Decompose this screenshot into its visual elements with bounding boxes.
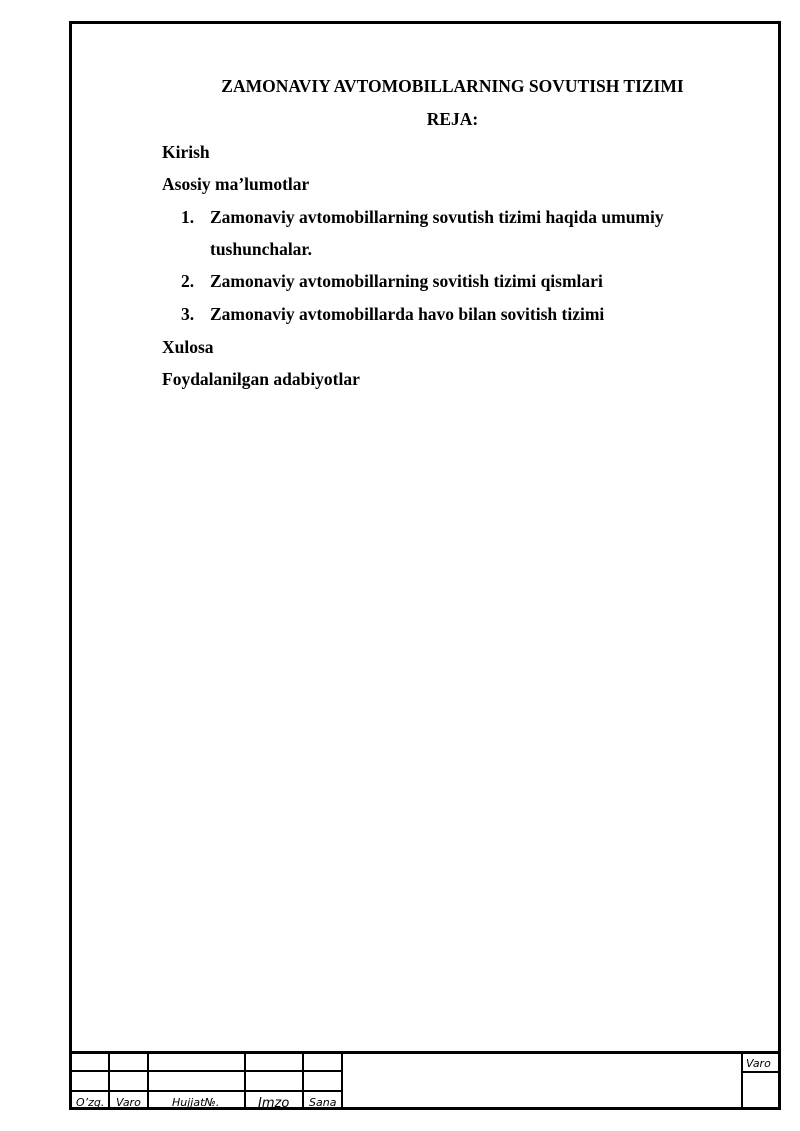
toc-item-3: Zamonaviy avtomobillarda havo bilan sovitish tizimi [210, 304, 605, 324]
stamp-block [69, 1051, 781, 1110]
toc-item-1-line1: Zamonaviy avtomobillarning sovutish tizimi haqida umumiy [210, 207, 664, 227]
plan-heading: REJA: [426, 109, 479, 129]
toc-references: Foydalanilgan adabiyotlar [162, 369, 360, 389]
toc-item-number: 3. [181, 304, 195, 324]
toc-main-info: Asosiy ma’lumotlar [162, 174, 310, 194]
stamp-label-sana: Sana [309, 1096, 337, 1109]
toc-intro: Kirish [162, 142, 210, 162]
stamp-label-ozg: O’zg. [76, 1096, 105, 1109]
document-title: ZAMONAVIY AVTOMOBILLARNING SOVUTISH TIZIMI [221, 76, 684, 96]
toc-item-number: 1. [181, 207, 195, 227]
stamp-sheet-label: Varo [746, 1057, 771, 1070]
toc-item-number: 2. [181, 271, 195, 291]
toc-item-2: Zamonaviy avtomobillarning sovitish tizimi qismlari [210, 271, 603, 291]
stamp-label-varo: Varo [116, 1096, 141, 1109]
toc-conclusion: Xulosa [162, 337, 214, 357]
toc-item-1-line2: tushunchalar. [210, 239, 312, 259]
stamp-label-imzo: Imzo [258, 1096, 290, 1111]
stamp-label-hujjat: Hujjat№. [172, 1096, 220, 1109]
